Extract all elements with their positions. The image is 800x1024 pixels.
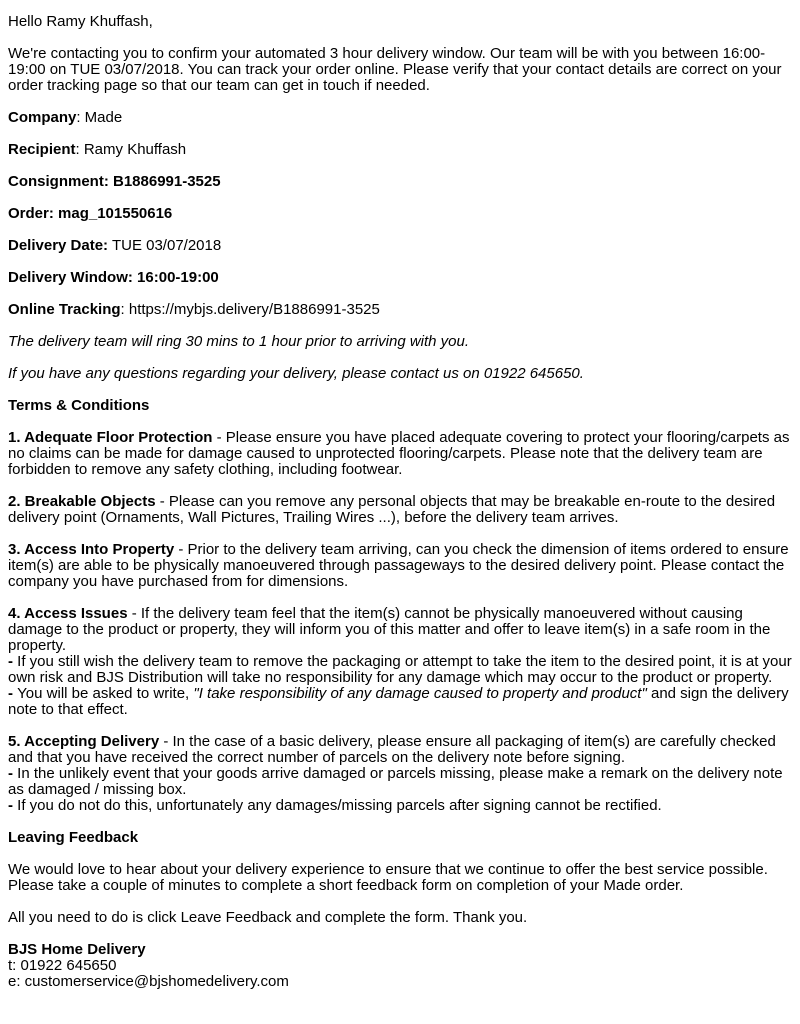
term-4-bullet-2-quote: "I take responsibility of any damage caused to property and product" — [193, 685, 647, 702]
recipient-value: : Ramy Khuffash — [75, 141, 187, 158]
term-3-title: 3. Access Into Property — [8, 541, 175, 558]
term-2-text: - Please can you remove any personal objects that may be breakable en-route to the desired delivery point (Ornaments, Wall Pictures, Trailing Wires ...), before the delivery team arrives. — [8, 493, 776, 526]
delivery-date-line — [8, 238, 792, 254]
delivery-date-label: Delivery Date: — [8, 237, 109, 254]
delivery-date-value: TUE 03/07/2018 — [108, 237, 222, 254]
term-3-text: - Prior to the delivery team arriving, can you check the dimension of items ordered to ensure item(s) are able to be physically manoeuvered through passageways to the desired delivery point. Please contact the company you have purchased from for dimensions. — [8, 541, 789, 590]
signature-email[interactable]: e: customerservice@bjshomedelivery.com — [8, 973, 289, 990]
delivery-window-text: Delivery Window: 16:00-19:00 — [8, 269, 219, 286]
delivery-window-line — [8, 270, 792, 286]
term-2 — [8, 494, 792, 526]
term-5-title: 5. Accepting Delivery — [8, 733, 160, 750]
ring-note — [8, 334, 792, 350]
order-line — [8, 206, 792, 222]
greeting: Hello Ramy Khuffash, — [8, 13, 153, 30]
tracking-line — [8, 302, 792, 318]
term-4 — [8, 606, 792, 718]
company-value: : Made — [76, 109, 123, 126]
feedback-heading — [8, 830, 792, 846]
recipient-label: Recipient — [8, 141, 76, 158]
term-4-dash: - — [8, 685, 18, 702]
feedback-paragraph-1: We would love to hear about your delivery experience to ensure that we continue to offer the best service possible. Please take a couple of minutes to complete a short feedback form on completion of your Made order. — [8, 861, 768, 894]
feedback-paragraph-2: All you need to do is click Leave Feedback and complete the form. Thank you. — [8, 909, 528, 926]
terms-heading-text: Terms & Conditions — [8, 397, 150, 414]
term-1-title: 1. Adequate Floor Protection — [8, 429, 213, 446]
term-1-text: - Please ensure you have placed adequate covering to protect your flooring/carpets as no claims can be made for damage caused to unprotected flooring/carpets. Please note that the delivery team are forbidden to remove any safety clothing, including footwear. — [8, 429, 790, 478]
signature-company: BJS Home Delivery — [8, 941, 146, 958]
term-5-text: - In the case of a basic delivery, please ensure all packaging of item(s) are carefully checked and that you have received the correct number of parcels on the delivery note before signing. — [8, 733, 776, 766]
signature-block — [8, 942, 792, 990]
terms-heading — [8, 398, 792, 414]
term-5-dash: - — [8, 797, 18, 814]
consignment-text: Consignment: B1886991-3525 — [8, 173, 221, 190]
term-4-title: 4. Access Issues — [8, 605, 128, 622]
company-label: Company — [8, 109, 77, 126]
intro-paragraph: We're contacting you to confirm your automated 3 hour delivery window. Our team will be with you between 16:00-19:00 on TUE 03/07/2018. You can track your order online. Please verify that your contact details are correct on your order tracking page so that our team can get in touch if needed. — [8, 45, 782, 94]
term-5-dash: - — [8, 765, 18, 782]
tracking-label: Online Tracking — [8, 301, 121, 318]
term-1 — [8, 430, 792, 478]
term-5-bullet-2: If you do not do this, unfortunately any damages/missing parcels after signing cannot be rectified. — [17, 797, 662, 814]
term-5 — [8, 734, 792, 814]
recipient-line — [8, 142, 792, 158]
term-4-bullet-2-post: and sign the delivery note to that effect. — [8, 685, 789, 718]
signature-phone: t: 01922 645650 — [8, 957, 117, 974]
questions-note — [8, 366, 792, 382]
term-4-bullet-1: If you still wish the delivery team to remove the packaging or attempt to take the item to the desired point, it is at your own risk and BJS Distribution will take no responsibility for any damage which may occur to the product or property. — [8, 653, 792, 686]
tracking-link[interactable]: https://mybjs.delivery/B1886991-3525 — [128, 301, 380, 318]
term-4-text: - If the delivery team feel that the item(s) cannot be physically manoeuvered without causing damage to the product or property, they will inform you of this matter and offer to leave item(s) in a safe room in the property. — [8, 605, 771, 654]
consignment-line — [8, 174, 792, 190]
company-line — [8, 110, 792, 126]
feedback-heading-text: Leaving Feedback — [8, 829, 139, 846]
tracking-separator: : — [120, 301, 129, 318]
term-3 — [8, 542, 792, 590]
term-5-bullet-1: In the unlikely event that your goods arrive damaged or parcels missing, please make a remark on the delivery note as damaged / missing box. — [8, 765, 783, 798]
ring-note-text: The delivery team will ring 30 mins to 1 hour prior to arriving with you. — [8, 333, 470, 350]
term-4-bullet-2-pre: You will be asked to write, — [17, 685, 194, 702]
questions-note-text: If you have any questions regarding your delivery, please contact us on 01922 645650. — [8, 365, 584, 382]
order-text: Order: mag_101550616 — [8, 205, 173, 222]
term-2-title: 2. Breakable Objects — [8, 493, 156, 510]
term-4-dash: - — [8, 653, 18, 670]
